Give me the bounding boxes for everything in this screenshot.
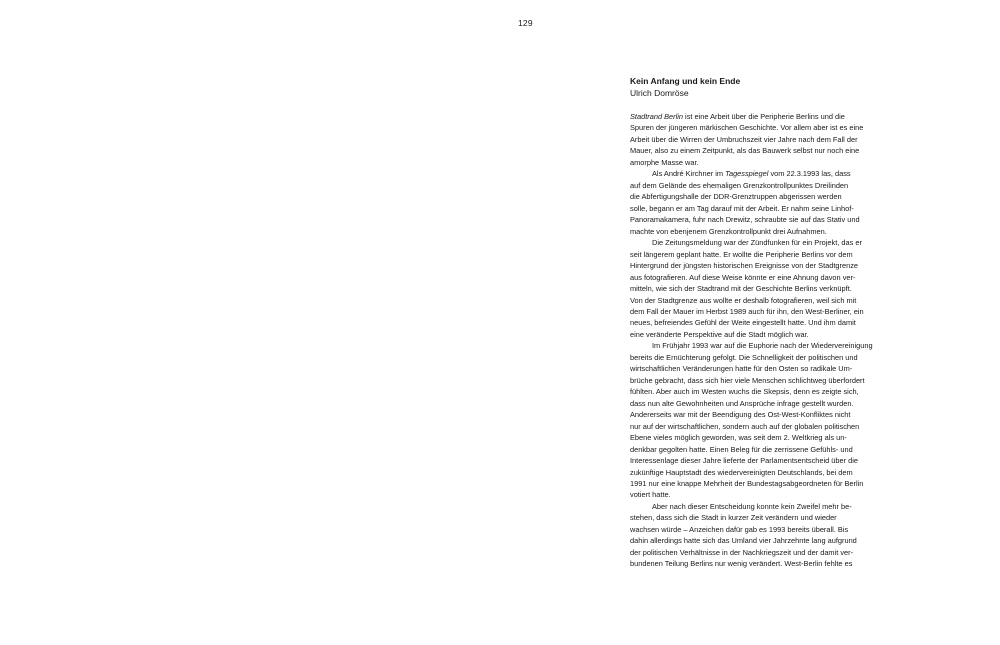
body-text-segment: bundenen Teilung Berlins nur wenig verändert. West-Berlin fehlte es <box>630 559 853 569</box>
article-author: Ulrich Domröse <box>630 87 689 98</box>
body-text-segment: Von der Stadtgrenze aus wollte er deshalb fotografieren, weil sich mit <box>630 295 857 305</box>
body-text-segment: Hintergrund der jüngsten historischen Ereignisse von der Stadtgrenze <box>630 261 859 271</box>
body-line <box>630 134 912 145</box>
body-line <box>630 226 912 237</box>
body-text-segment: machte von ebenjenem Grenzkontrollpunkt drei Aufnahmen. <box>630 226 827 236</box>
body-line <box>630 352 912 363</box>
body-line <box>630 203 912 214</box>
body-line <box>630 444 912 455</box>
body-line <box>630 455 912 466</box>
body-line <box>630 122 912 133</box>
body-line <box>630 386 912 397</box>
body-text-segment: amorphe Masse war. <box>630 157 699 167</box>
body-text-segment: zukünftige Hauptstadt des wiedervereinigten Deutschlands, bei dem <box>630 467 853 477</box>
body-line <box>630 547 912 558</box>
body-line <box>630 512 912 523</box>
body-text-segment: Panoramakamera, fuhr nach Drewitz, schraubte sie auf das Stativ und <box>630 215 860 225</box>
body-text-segment: votiert hatte. <box>630 490 671 500</box>
body-line <box>630 535 912 546</box>
body-text-segment: fühlten. Aber auch im Westen wuchs die Skepsis, denn es zeigte sich, <box>630 387 859 397</box>
body-text-segment: dem Fall der Mauer im Herbst 1989 auch für ihn, den West-Berliner, ein <box>630 306 864 316</box>
body-text-segment: Andererseits war mit der Beendigung des Ost-West-Konfliktes nicht <box>630 410 851 420</box>
body-text-segment: denkbar gegolten hatte. Einen Beleg für die zerrissene Gefühls- und <box>630 444 853 454</box>
body-text-segment: Aber nach dieser Entscheidung konnte kein Zweifel mehr be- <box>652 501 852 511</box>
body-text-segment: Als André Kirchner im <box>652 169 726 179</box>
body-text-segment: mitteln, wie sich der Stadtrand mit der Geschichte Berlins verknüpft. <box>630 284 852 294</box>
body-line <box>630 340 912 351</box>
body-line <box>630 168 912 179</box>
body-line <box>630 249 912 260</box>
body-text-segment: Arbeit über die Wirren der Umbruchszeit vier Jahre nach dem Fall der <box>630 134 858 144</box>
body-line <box>630 214 912 225</box>
body-line <box>630 283 912 294</box>
body-line <box>630 558 912 569</box>
body-text-segment: brüche gebracht, dass sich hier viele Menschen schlichtweg überfordert <box>630 375 865 385</box>
body-text-segment: Interessenlage dieser Jahre lieferte der Parlamentsentscheid über die <box>630 456 859 466</box>
body-text-segment: Im Frühjahr 1993 war auf die Euphorie nach der Wiedervereinigung <box>652 341 873 351</box>
body-text-segment: seit längerem geplant hatte. Er wollte die Peripherie Berlins vor dem <box>630 249 853 259</box>
body-text-segment: wachsen würde – Anzeichen dafür gab es 1993 bereits überall. Bis <box>630 524 849 534</box>
body-line <box>630 237 912 248</box>
body-text-segment: solle, begann er am Tag darauf mit der Arbeit. Er nahm seine Linhof- <box>630 203 854 213</box>
body-text-segment: nur auf der wirtschaftlichen, sondern auch auf der globalen politischen <box>630 421 860 431</box>
body-text-segment: der politischen Verhältnisse in der Nachkriegszeit und der damit ver- <box>630 547 854 557</box>
body-line <box>630 329 912 340</box>
body-line <box>630 524 912 535</box>
body-text-segment: eine veränderte Perspektive auf die Stadt möglich war. <box>630 329 809 339</box>
italic-title: Stadtrand Berlin <box>630 112 683 121</box>
body-text-segment: ist eine Arbeit über die Peripherie Berlins und die <box>683 112 845 121</box>
body-line <box>630 501 912 512</box>
body-line <box>630 421 912 432</box>
body-text-segment: auf dem Gelände des ehemaligen Grenzkontrollpunktes Dreilinden <box>630 180 849 190</box>
body-text-segment: dass nun alte Gewohnheiten und Ansprüche infrage gestellt wurden. <box>630 398 854 408</box>
body-text-segment: Spuren der jüngeren märkischen Geschichte. Vor allem aber ist es eine <box>630 123 864 133</box>
body-line <box>630 295 912 306</box>
body-text-segment: Ebene vieles möglich geworden, was seit dem 2. Weltkrieg als un- <box>630 433 847 443</box>
article-title: Kein Anfang und kein Ende <box>630 76 741 86</box>
body-line <box>630 375 912 386</box>
body-text-segment: Die Zeitungsmeldung war der Zündfunken für ein Projekt, das er <box>652 238 862 248</box>
italic-title: Tagesspiegel <box>725 169 769 179</box>
article <box>630 76 912 570</box>
body-text-segment: neues, befreiendes Gefühl der Weite eingestellt hatte. Und ihm damit <box>630 318 856 328</box>
article-body <box>630 111 912 570</box>
body-line <box>630 317 912 328</box>
body-text-segment: bereits die Ernüchterung gefolgt. Die Schnelligkeit der politischen und <box>630 352 858 362</box>
body-text-segment: dahin allerdings hatte sich das Umland vier Jahrzehnte lang aufgrund <box>630 536 857 546</box>
body-line <box>630 398 912 409</box>
body-line <box>630 260 912 271</box>
body-line <box>630 157 912 168</box>
body-text-segment: stehen, dass sich die Stadt in kurzer Zeit verändern und wieder <box>630 513 837 523</box>
page-number: 129 <box>518 18 533 28</box>
body-text-segment: 1991 nur eine knappe Mehrheit der Bundestagsabgeordneten für Berlin <box>630 479 864 488</box>
body-text-segment: Mauer, also zu einem Zeitpunkt, als das Bauwerk selbst nur noch eine <box>630 146 860 156</box>
body-line <box>630 489 912 500</box>
body-text-segment: aus fotografieren. Auf diese Weise könnte er eine Ahnung davon ver- <box>630 272 856 282</box>
body-line <box>630 409 912 420</box>
body-line <box>630 432 912 443</box>
body-line <box>630 363 912 374</box>
body-line <box>630 478 912 489</box>
body-text-segment: vom 22.3.1993 las, dass <box>768 169 851 179</box>
body-line <box>630 306 912 317</box>
body-line <box>630 191 912 202</box>
body-text-segment: wirtschaftlichen Veränderungen hatte für den Osten so radikale Um- <box>630 364 853 374</box>
body-line <box>630 467 912 478</box>
body-line <box>630 272 912 283</box>
body-text-segment: die Abfertigungshalle der DDR-Grenztruppen abgerissen werden <box>630 192 842 202</box>
body-line <box>630 145 912 156</box>
body-line <box>630 180 912 191</box>
body-line <box>630 111 912 122</box>
